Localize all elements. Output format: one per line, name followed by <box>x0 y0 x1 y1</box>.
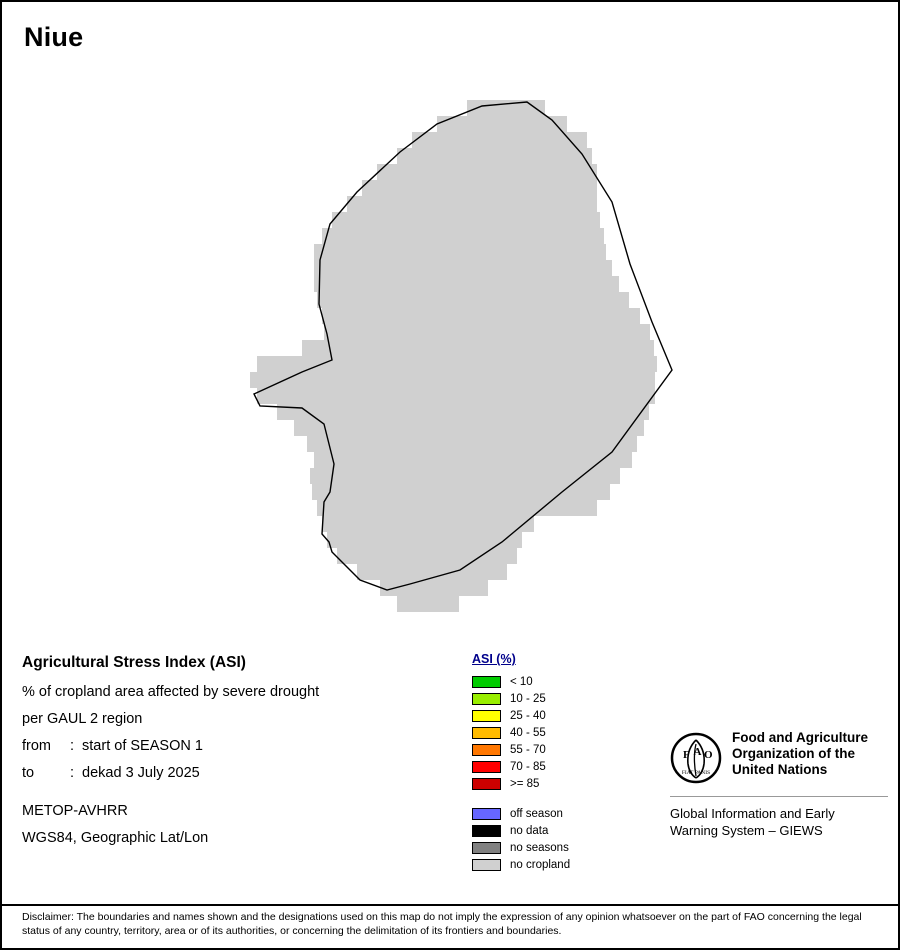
legend-spacer <box>472 792 672 805</box>
caption-line-1: % of cropland area affected by severe drought <box>22 684 320 700</box>
asi-legend-title: ASI (%) <box>472 652 516 666</box>
caption-footer <box>22 803 442 846</box>
fao-organization-name <box>732 730 868 778</box>
svg-text:FIAT PANIS: FIAT PANIS <box>681 770 711 776</box>
legend-swatch-3 <box>472 727 501 739</box>
legend-swatch-1 <box>472 693 501 705</box>
legend-swatch-off-season <box>472 808 501 820</box>
sensor-label: METOP-AVHRR <box>22 803 128 819</box>
map-canvas <box>182 72 722 632</box>
caption-to <box>22 765 442 781</box>
fao-divider <box>670 796 888 797</box>
fao-org-line-2: Organization of the <box>732 746 855 761</box>
legend-label-no-seasons: no seasons <box>510 841 569 854</box>
legend-item <box>472 775 672 792</box>
legend-label-no-cropland: no cropland <box>510 858 571 871</box>
legend-label-3: 40 - 55 <box>510 726 546 739</box>
legend-swatch-6 <box>472 778 501 790</box>
fao-logo-icon <box>670 732 722 784</box>
legend-item <box>472 822 672 839</box>
legend-item <box>472 856 672 873</box>
legend-item <box>472 724 672 741</box>
caption-line-2: per GAUL 2 region <box>22 711 143 727</box>
from-value: start of SEASON 1 <box>82 738 203 754</box>
fao-org-line-1: Food and Agriculture <box>732 730 868 745</box>
disclaimer-divider <box>2 904 898 906</box>
legend-item <box>472 839 672 856</box>
legend-item <box>472 690 672 707</box>
svg-text:O: O <box>704 749 713 761</box>
legend-swatch-no-seasons <box>472 842 501 854</box>
from-sep: : <box>70 738 75 754</box>
fao-org-line-3: United Nations <box>732 762 828 777</box>
legend-swatch-0 <box>472 676 501 688</box>
caption-heading: Agricultural Stress Index (ASI) <box>22 654 246 671</box>
legend-label-5: 70 - 85 <box>510 760 546 773</box>
svg-text:F: F <box>683 749 690 761</box>
legend-item <box>472 805 672 822</box>
legend-item <box>472 741 672 758</box>
projection-label: WGS84, Geographic Lat/Lon <box>22 830 209 846</box>
from-label: from <box>22 738 51 754</box>
legend-label-0: < 10 <box>510 675 533 688</box>
legend-label-6: >= 85 <box>510 777 540 790</box>
to-sep: : <box>70 765 75 781</box>
giews-line-1: Global Information and Early <box>670 806 835 821</box>
fao-branding <box>670 730 888 839</box>
legend-swatch-5 <box>472 761 501 773</box>
legend-item <box>472 707 672 724</box>
giews-line-2: Warning System – GIEWS <box>670 823 823 838</box>
to-label: to <box>22 765 35 781</box>
giews-name <box>670 805 888 839</box>
svg-text:A: A <box>693 746 702 758</box>
legend-swatch-2 <box>472 710 501 722</box>
caption-block <box>22 654 442 857</box>
to-value: dekad 3 July 2025 <box>82 765 200 781</box>
legend-swatch-no-data <box>472 825 501 837</box>
legend-label-1: 10 - 25 <box>510 692 546 705</box>
legend-label-2: 25 - 40 <box>510 709 546 722</box>
disclaimer-text: Disclaimer: The boundaries and names shown and the designations used on this map do not imply the expression of any opinion whatsoever on the part of FAO concerning the legal status of any country, territory, area or of its authorities, or concerning the delimitation of its frontiers and boundaries. <box>22 911 862 937</box>
legend-label-no-data: no data <box>510 824 549 837</box>
caption-from <box>22 738 442 754</box>
legend-swatch-4 <box>472 744 501 756</box>
legend-label-off-season: off season <box>510 807 563 820</box>
legend-item <box>472 758 672 775</box>
page-title: Niue <box>24 22 84 52</box>
legend-swatch-no-cropland <box>472 859 501 871</box>
legend-label-4: 55 - 70 <box>510 743 546 756</box>
asi-legend <box>472 652 672 873</box>
fao-header <box>670 730 888 784</box>
legend-item <box>472 673 672 690</box>
